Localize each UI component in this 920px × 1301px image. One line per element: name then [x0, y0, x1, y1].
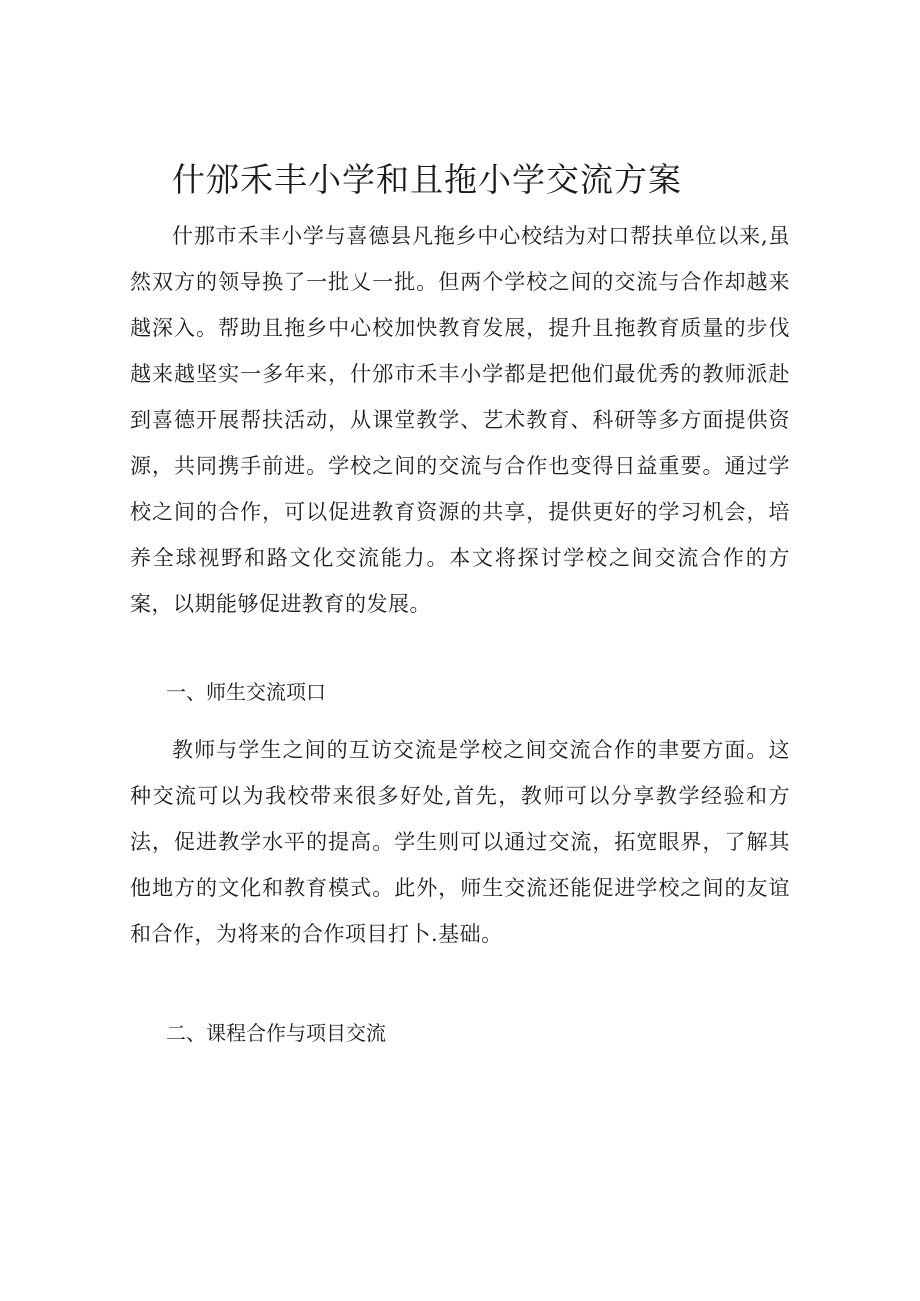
section-paragraph-1: 教师与学生之间的互访交流是学校之间交流合作的聿要方面。这种交流可以为我校带来很多好处,首先，教师可以分享教学经验和方法，促进教学水平的提高。学生则可以通过交流，拓宽眼界，了解其他地方的文化和教育模式。此外，师生交流还能促进学校之间的友谊和合作，为将来的合作项目打卜.基础。 — [130, 738, 790, 946]
section-heading-2: 二、课程合作与项目交流 — [166, 1021, 386, 1045]
intro-paragraph: 什那市禾丰小学与喜德县凡拖乡中心校结为对口帮扶单位以来,虽然双方的领导换了一批乂一批。但两个学校之间的交流与合作却越来越深入。帮助且拖乡中心校加快教育发展，提升且拖教育质量的步伐越来越坚实一多年来，什邠市禾丰小学都是把他们最优秀的教师派赴到喜德开展帮扶活动，从课堂教学、艺术教育、科研等多方面提供资源，共同携手前进。学校之间的交流与合作也变得日益重要。通过学校之间的合作，可以促进教育资源的共享，提供更好的学习机会，培养全球视野和路文化交流能力。本文将探讨学校之间交流合作的方案，以期能够促进教育的发展。 — [130, 224, 790, 616]
document-title: 什邠禾丰小学和且拖小学交流方案 — [172, 160, 682, 199]
section-heading-1: 一、师生交流项口 — [166, 680, 326, 704]
